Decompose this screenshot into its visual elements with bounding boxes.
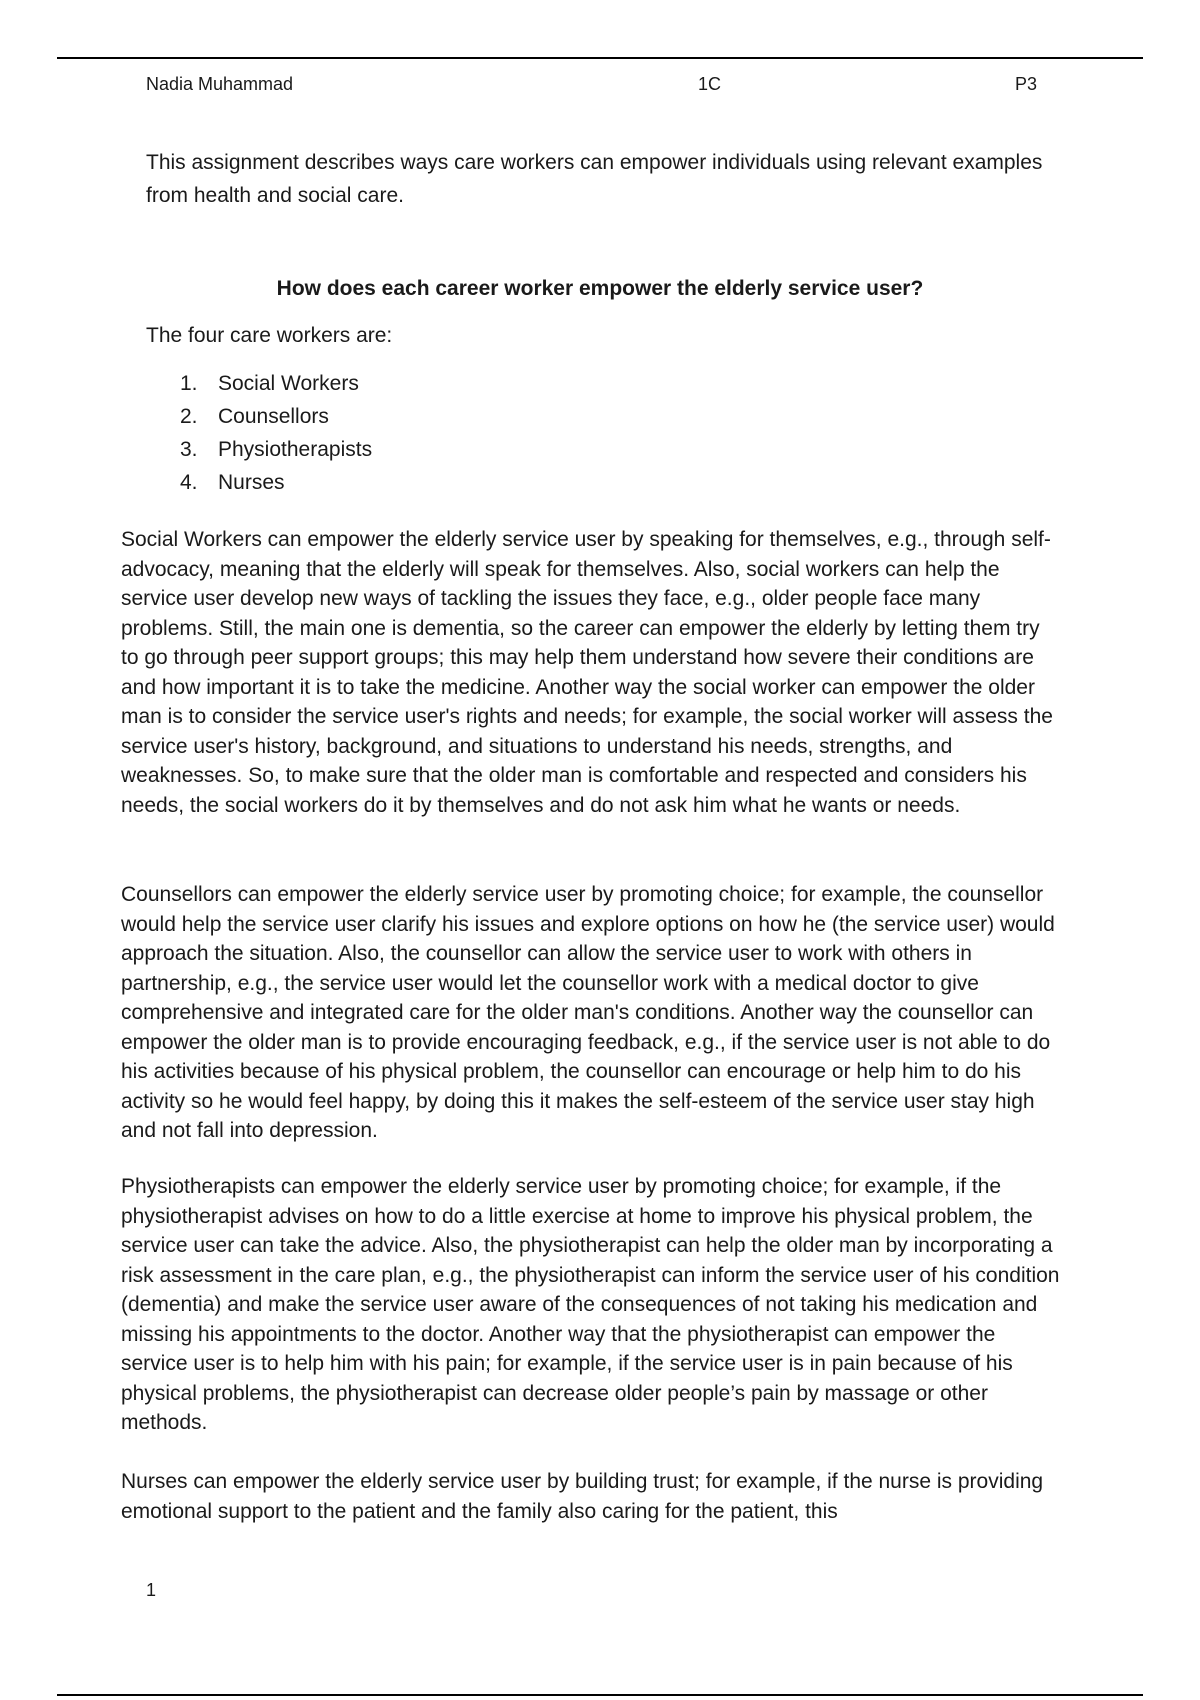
list-item [180, 403, 372, 436]
physiotherapists-paragraph: Physiotherapists can empower the elderly service user by promoting choice; for example, if the physiotherapist advises on how to do a little exercise at home to improve his physical problem, the service user can take the advice. Also, the physiotherapist can help the older man by incorporating a risk assessment in the care plan, e.g., the physiotherapist can inform the service user of his condition (dementia) and make the service user aware of the consequences of not taking his medication and missing his appointments to the doctor. Another way that the physiotherapist can empower the service user is to help him with his pain; for example, if the service user is in pain because of his physical problems, the physiotherapist can decrease older people’s pain by massage or other methods. [121, 1175, 1060, 1434]
list-number: 4. [180, 471, 198, 494]
list-label: Nurses [218, 471, 285, 494]
class-code: 1C [698, 74, 722, 94]
list-number: 1. [180, 372, 198, 395]
list-item [180, 436, 372, 469]
list-lead-in: The four care workers are: [146, 324, 393, 347]
author-name: Nadia Muhammad [146, 74, 294, 94]
list-item [180, 370, 372, 403]
intro-paragraph: This assignment describes ways care workers can empower individuals using relevant examples from health and social care. [146, 151, 1043, 207]
section-heading: How does each career worker empower the elderly service user? [276, 277, 924, 300]
page-header [146, 74, 1037, 98]
list-label: Physiotherapists [218, 438, 373, 461]
page-number: 1 [146, 1580, 157, 1600]
assignment-code: P3 [1014, 74, 1037, 94]
list-label: Social Workers [218, 372, 359, 395]
nurses-paragraph: Nurses can empower the elderly service user by building trust; for example, if the nurse is providing emotional support to the patient and the family also caring for the patient, this [121, 1470, 1044, 1523]
list-label: Counsellors [218, 405, 329, 428]
top-rule [57, 57, 1143, 59]
list-item [180, 469, 372, 502]
counsellors-paragraph: Counsellors can empower the elderly service user by promoting choice; for example, the counsellor would help the service user clarify his issues and explore options on how he (the service user) would approach the situation. Also, the counsellor can allow the service user to work with others in partnership, e.g., the service user would let the counsellor work with a medical doctor to give comprehensive and integrated care for the older man's conditions. Another way the counsellor can empower the older man is to provide encouraging feedback, e.g., if the service user is not able to do his activities because of his physical problem, the counsellor can encourage or help him to do his activity so he would feel happy, by doing this it makes the self-esteem of the service user stay high and not fall into depression. [121, 883, 1055, 1142]
social-workers-paragraph: Social Workers can empower the elderly service user by speaking for themselves, e.g., through self-advocacy, meaning that the elderly will speak for themselves. Also, social workers can help the service user develop new ways of tackling the issues they face, e.g., older people face many problems. Still, the main one is dementia, so the career can empower the elderly by letting them try to go through peer support groups; this may help them understand how severe their conditions are and how important it is to take the medicine. Another way the social worker can empower the older man is to consider the service user's rights and needs; for example, the social worker will assess the service user's history, background, and situations to understand his needs, strengths, and weaknesses. So, to make sure that the older man is comfortable and respected and considers his needs, the social workers do it by themselves and do not ask him what he wants or needs. [121, 528, 1053, 817]
list-number: 3. [180, 438, 198, 461]
care-workers-list [180, 370, 372, 502]
list-number: 2. [180, 405, 198, 428]
bottom-rule [57, 1694, 1143, 1696]
